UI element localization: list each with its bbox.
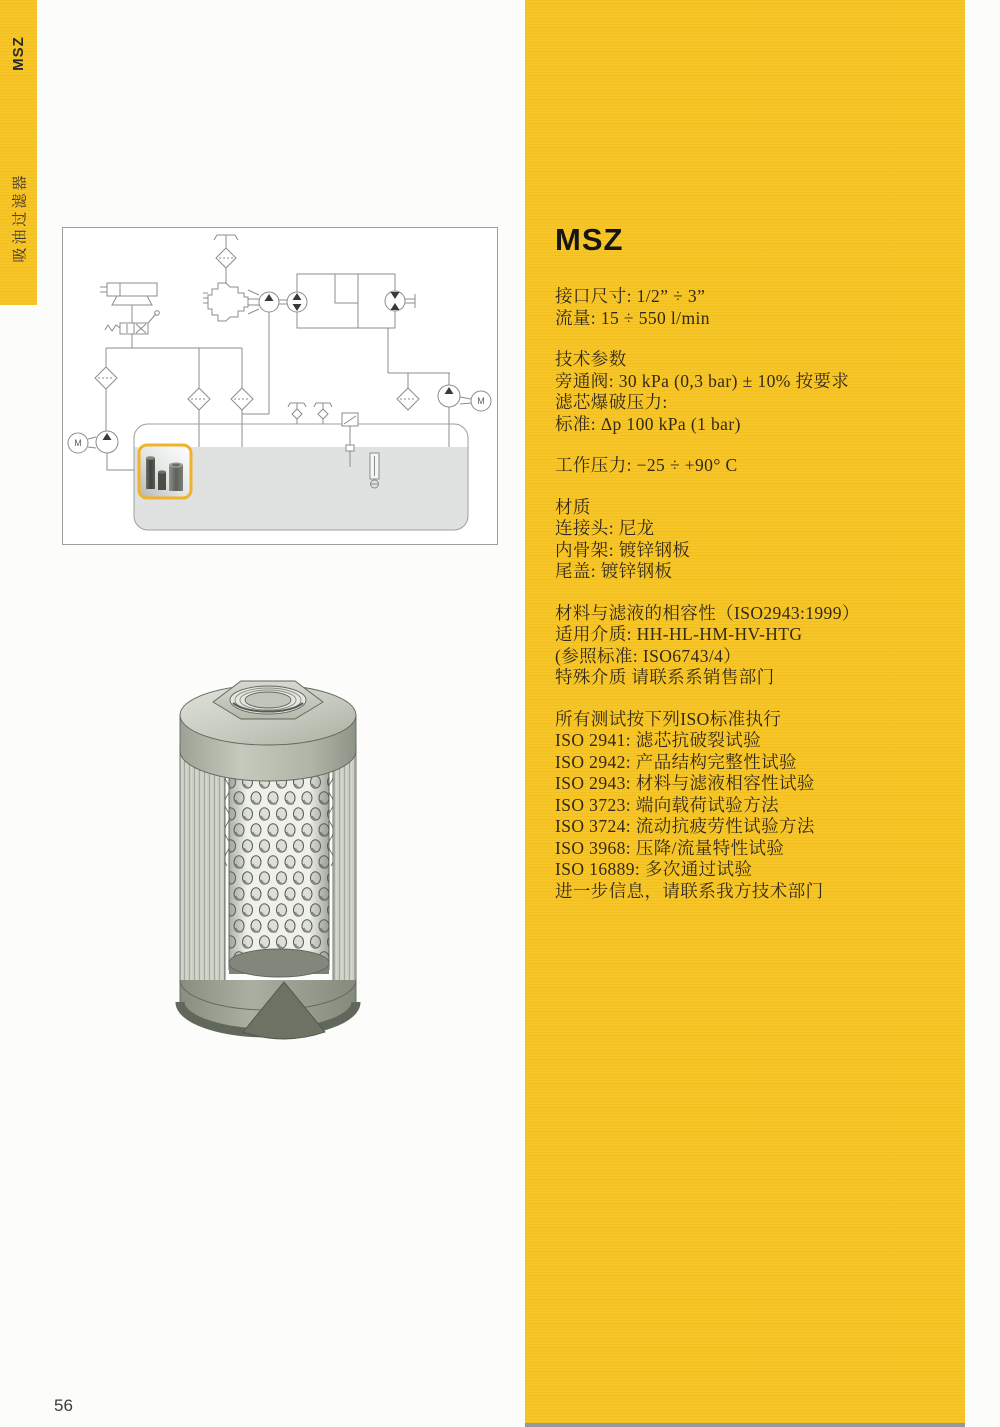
spec-line: 技术参数 [555,349,627,369]
spec-line: 旁通阀: 30 kPa (0,3 bar) ± 10% 按要求 [555,370,850,391]
spec-line: ISO 16889: 多次通过试验 [555,859,753,879]
spec-line: 所有测试按下列ISO标准执行 [555,708,782,729]
suction-filter-photo-highlight [139,445,191,498]
hydraulic-schematic [62,227,498,545]
spec-group [555,455,950,477]
spec-line: 进一步信息，请联系我方技术部门 [555,880,824,901]
inner-end-cap [229,949,329,977]
filter-cutaway-illustration [163,662,398,1062]
spec-group [555,286,950,329]
spine-product-code: MSZ [9,35,27,71]
spec-line: 接口尺寸: 1/2” ÷ 3” [555,286,706,306]
spec-line: ISO 3724: 流动抗疲劳性试验方法 [555,816,815,836]
spec-line: ISO 3968: 压降/流量特性试验 [555,837,785,858]
spec-line: 尾盖: 镀锌钢板 [555,561,673,581]
spec-line: 材质 [555,496,591,517]
spec-group [555,709,950,903]
spec-line: 适用介质: HH-HL-HM-HV-HTG [555,624,803,644]
spec-line: 内骨架: 镀锌钢板 [555,539,691,560]
spec-line: ISO 2941: 滤芯抗破裂试验 [555,730,762,750]
spec-group [555,603,950,689]
page-number: 56 [54,1396,73,1415]
outer-media-right [333,745,356,982]
spec-line: ISO 2942: 产品结构完整性试验 [555,751,797,772]
outer-media-left [180,745,225,982]
spec-groups [555,286,950,902]
spec-line: 标准: Δp 100 kPa (1 bar) [555,413,741,434]
spec-line: (参照标准: ISO6743/4） [555,645,742,666]
spec-group [555,349,950,435]
bottom-end-cap [180,980,356,1039]
spec-line: 流量: 15 ÷ 550 l/min [555,307,710,328]
motor-label: M [477,396,485,406]
page-bottom-edge [525,1423,965,1427]
page-title: MSZ [555,222,624,257]
spec-line: ISO 2943: 材料与滤液相容性试验 [555,773,815,793]
spine-strip [0,0,37,305]
spec-line: 连接头: 尼龙 [555,518,655,538]
spec-text-block [555,224,950,922]
spec-line: ISO 3723: 端向载荷试验方法 [555,794,780,815]
spec-group [555,497,950,583]
spec-line: 特殊介质 请联系系销售部门 [555,667,775,687]
motor-label: M [74,438,82,448]
spec-line: 材料与滤液的相容性（ISO2943:1999） [555,602,860,623]
spec-line: 工作压力: −25 ÷ +90° C [555,455,738,475]
spec-line: 滤芯爆破压力: [555,392,668,412]
spine-category-label: 吸油过滤器 [12,172,29,263]
